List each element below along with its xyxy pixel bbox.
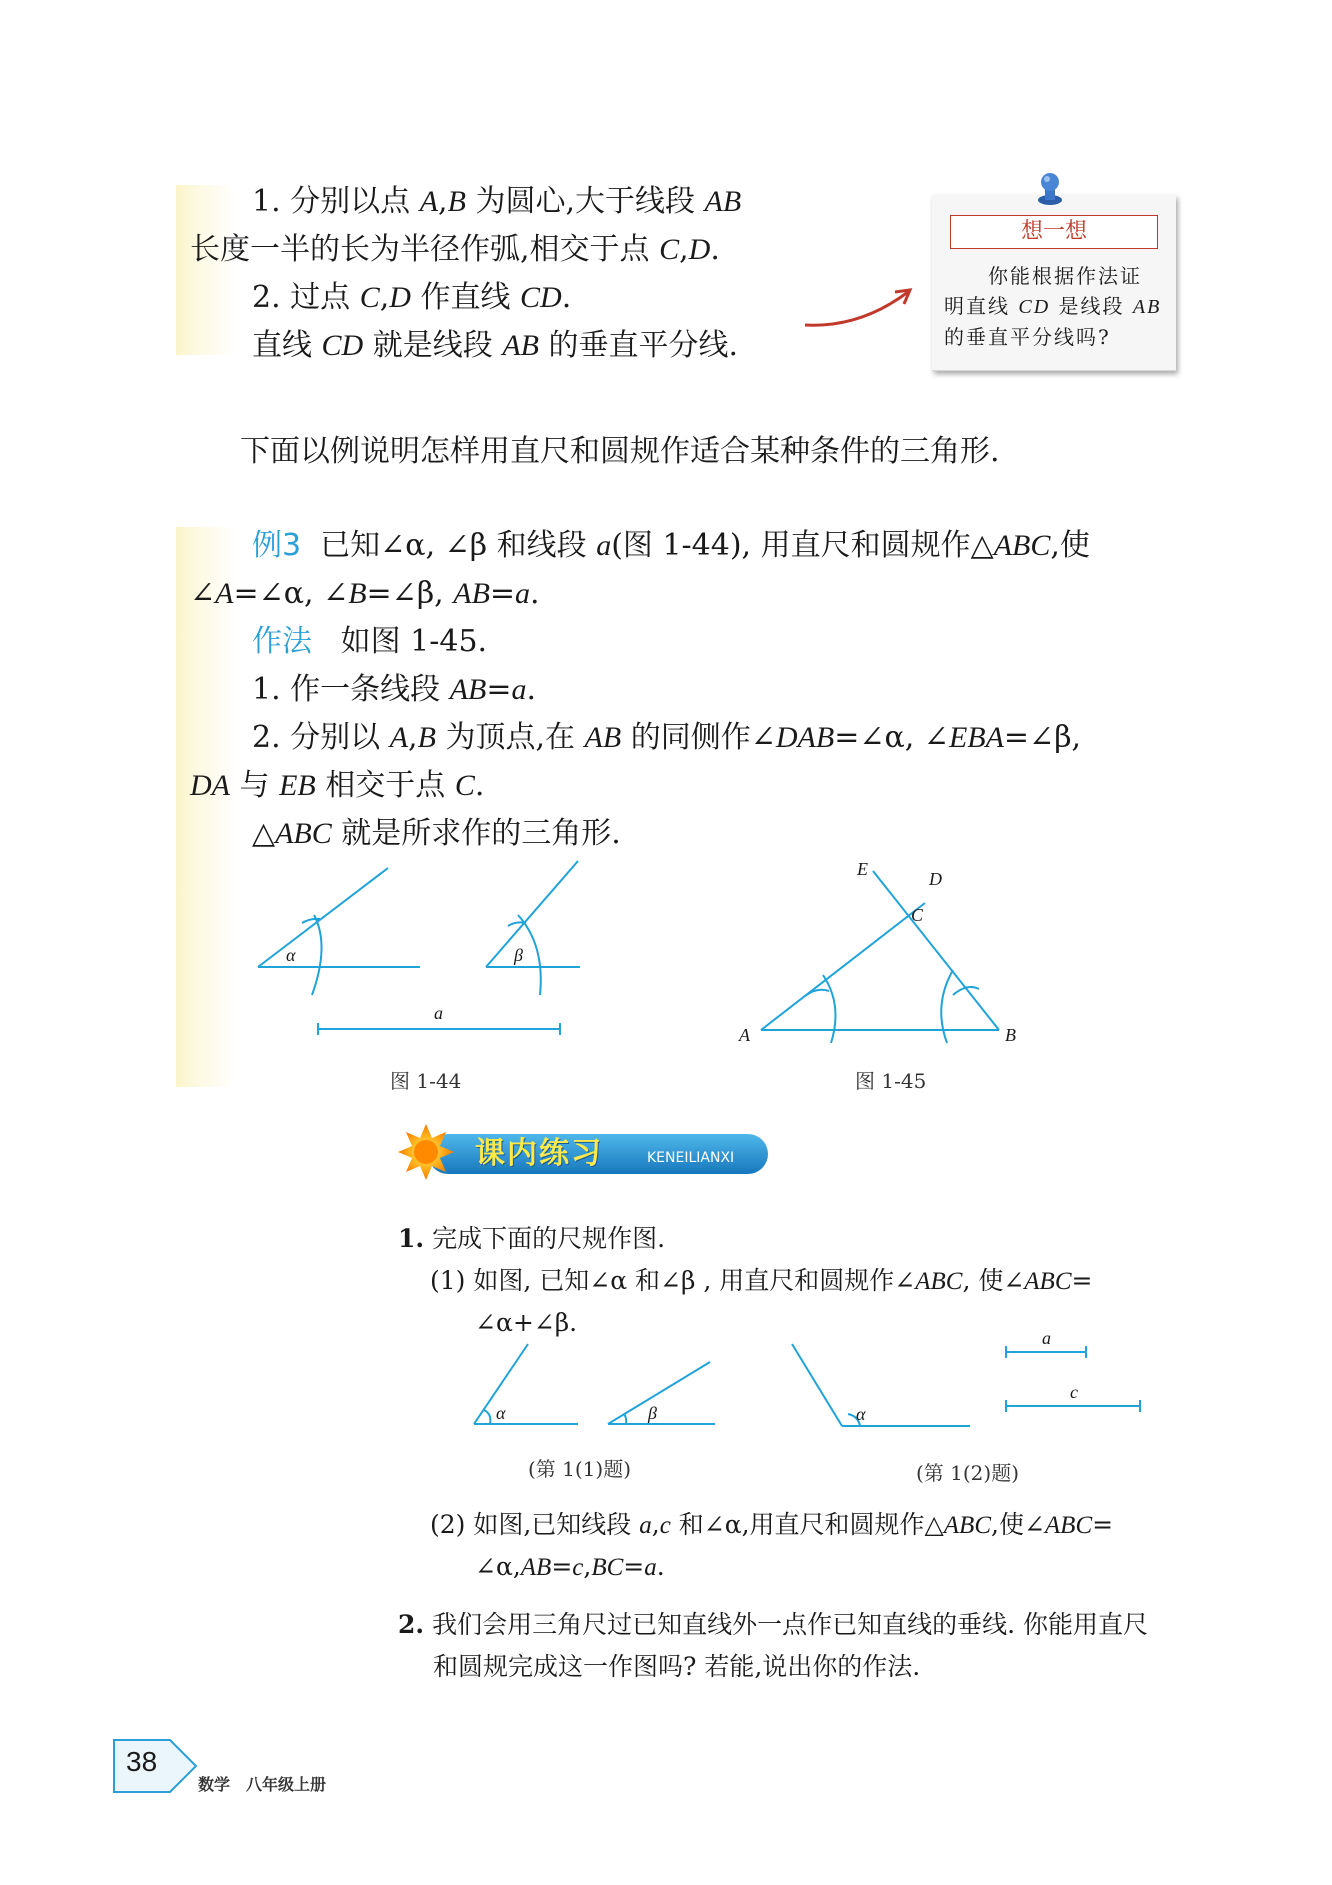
caption-q1-2: (第 1(2)题) xyxy=(916,1461,1020,1485)
arc-at-B xyxy=(941,970,953,1043)
q2-line1: 2. 我们会用三角尺过已知直线外一点作已知直线的垂线. 你能用直尺 xyxy=(398,1610,1148,1639)
fig45-E: E xyxy=(857,859,868,879)
q1-fig-alpha: α xyxy=(496,1403,506,1423)
think-note-title: 想一想 xyxy=(950,215,1158,249)
q2-fig-c: c xyxy=(1070,1382,1078,1402)
q2-line2: 和圆规完成这一作图吗? 若能,说出你的作法. xyxy=(433,1652,921,1681)
fig45-D: D xyxy=(929,869,942,889)
q2-fig-a: a xyxy=(1042,1330,1051,1348)
fig44-a: a xyxy=(434,1003,443,1023)
fig45-C: C xyxy=(911,905,924,925)
step2-line: 2. 过点 C,D 作直线 CD. xyxy=(252,280,572,315)
caption-q1-1: (第 1(1)题) xyxy=(528,1457,632,1481)
arc-at-A xyxy=(823,975,836,1043)
figure-1-45 xyxy=(735,855,1035,1045)
q1-fig-beta: β xyxy=(648,1403,657,1423)
fig44-alpha: α xyxy=(286,945,296,965)
example-line1: 例3 已知∠α, ∠β 和线段 a(图 1-44), 用直尺和圆规作△ABC,使 xyxy=(252,528,1090,563)
alpha-arc xyxy=(312,915,322,995)
practice-banner-title: 课内练习 xyxy=(475,1136,603,1171)
q2-fig-alpha: α xyxy=(856,1404,866,1424)
method-step1: 1. 作一条线段 AB=a. xyxy=(252,672,537,707)
fig44-beta: β xyxy=(514,945,523,965)
q1-part2: (2) 如图,已知线段 a,c 和∠α,用直尺和圆规作△ABC,使∠ABC= xyxy=(430,1510,1114,1539)
method-step2: 2. 分别以 A,B 为顶点,在 AB 的同侧作∠DAB=∠α, ∠EBA=∠β, xyxy=(252,720,1082,755)
q1-part1-cont: ∠α+∠β. xyxy=(475,1308,578,1337)
footer-text: 数学 八年级上册 xyxy=(198,1775,327,1794)
practice-figure-2 xyxy=(790,1330,1150,1430)
method-line: 作法 如图 1-45. xyxy=(252,624,488,659)
example-line2: ∠A=∠α, ∠B=∠β, AB=a. xyxy=(190,576,540,611)
method-label: 作法 xyxy=(252,624,312,659)
fig45-B: B xyxy=(1005,1025,1016,1045)
q1-part2-cont: ∠α,AB=c,BC=a. xyxy=(475,1552,665,1581)
alpha-angle-ray-side xyxy=(258,868,388,967)
ray-BE xyxy=(873,871,999,1030)
caption-fig-1-44: 图 1-44 xyxy=(390,1069,462,1093)
intro-text: 下面以例说明怎样用直尺和圆规作适合某种条件的三角形. xyxy=(240,434,1000,469)
method-result: △ABC 就是所求作的三角形. xyxy=(252,816,621,851)
beta-angle-ray-side xyxy=(486,861,578,967)
caption-fig-1-45: 图 1-45 xyxy=(855,1069,927,1093)
example-label: 例3 xyxy=(252,528,302,563)
practice-banner-subtitle: KENEILIANXI xyxy=(647,1150,735,1166)
pointer-arrow xyxy=(800,280,920,340)
step1-line1: 1. 分别以点 A,B 为圆心,大于线段 AB xyxy=(252,184,742,219)
step1-line2: 长度一半的长为半径作弧,相交于点 C,D. xyxy=(190,232,720,267)
figure-1-44 xyxy=(250,855,580,1045)
think-note xyxy=(932,195,1176,371)
think-note-text: 你能根据作法证 明直线 CD 是线段 AB 的垂直平分线吗? xyxy=(944,264,1162,349)
pushpin-icon xyxy=(1030,172,1070,216)
method-step2-cont: DA 与 EB 相交于点 C. xyxy=(190,768,485,803)
q1-part1: (1) 如图, 已知∠α 和∠β , 用直尺和圆规作∠ABC, 使∠ABC= xyxy=(430,1266,1093,1295)
practice-figure-1 xyxy=(470,1340,725,1430)
ray-AD xyxy=(761,903,925,1030)
fig45-A: A xyxy=(739,1025,750,1045)
q1-heading: 1. 完成下面的尺规作图. xyxy=(398,1224,666,1253)
page-number: 38 xyxy=(126,1746,158,1777)
conclusion-line: 直线 CD 就是线段 AB 的垂直平分线. xyxy=(252,328,739,363)
